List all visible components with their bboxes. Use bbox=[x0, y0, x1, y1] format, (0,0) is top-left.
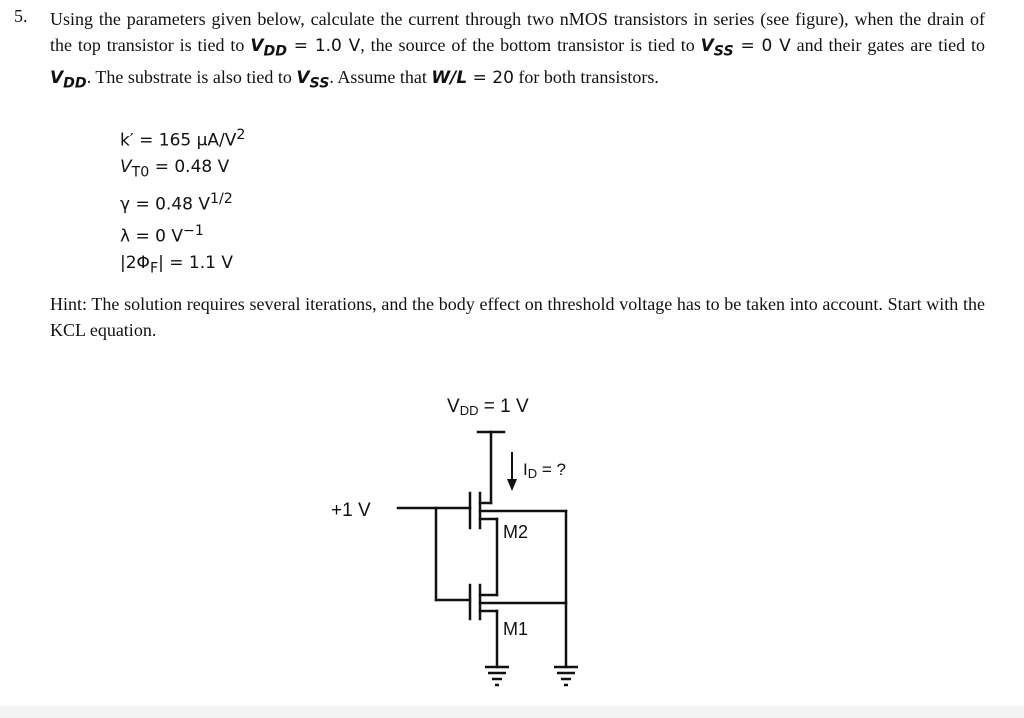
wl-value: = 20 bbox=[467, 68, 514, 89]
param-k: k′ = 165 $\mu A/V^2$ bbox=[120, 127, 246, 151]
param-lambda: λ = 0 $V^{-1}$ bbox=[120, 223, 204, 247]
hint-text: Hint: The solution requires several iterations, and the body effect on threshold voltage has to be taken into account. Start with the KCL equation. bbox=[50, 294, 985, 340]
problem-text-6: for both transistors. bbox=[513, 67, 659, 88]
problem-text-2: , the source of the bottom transistor is tied to bbox=[360, 35, 701, 55]
problem-text-4: . The substrate is also tied to bbox=[86, 67, 297, 88]
vss-symbol: $V_{SS}$ bbox=[700, 36, 734, 60]
m1-label: M1 bbox=[503, 619, 529, 639]
m2-label: M2 bbox=[503, 522, 529, 542]
vdd-symbol: $V_{DD}$ bbox=[250, 36, 287, 60]
problem-text-5: . Assume that bbox=[329, 67, 432, 88]
ground-symbol-right bbox=[554, 667, 578, 685]
vss-symbol-2: $V_{SS}$ bbox=[296, 68, 330, 92]
vdd-value: = 1.0 V bbox=[287, 36, 361, 56]
vdd-symbol-2: $V_{DD}$ bbox=[50, 68, 87, 92]
vss-value: = 0 V bbox=[733, 36, 791, 56]
bottom-strip bbox=[0, 706, 1024, 718]
param-vt0: $V_{T0} = 0.48$ V bbox=[120, 157, 230, 181]
gate-voltage-label: +1 V bbox=[331, 500, 371, 521]
ground-symbol-left bbox=[485, 667, 509, 685]
current-label: ID = ? bbox=[523, 460, 566, 481]
param-gamma: γ = 0.48 $V^{1/2}$ bbox=[120, 191, 233, 215]
wl-symbol: W/L bbox=[431, 68, 468, 89]
problem-number: 5. bbox=[14, 6, 28, 26]
problem-text-1: Using the parameters given below, calculate the current through two nMOS transistors in series (see figure), when the drain of the top transistor is tied to bbox=[50, 9, 985, 55]
current-arrow bbox=[507, 452, 517, 491]
problem-text-3: and their gates are tied to bbox=[790, 35, 986, 55]
param-phi: $|2\Phi_F| = 1.1$ V bbox=[120, 253, 233, 277]
vdd-label: VDD = 1 V bbox=[447, 396, 529, 418]
